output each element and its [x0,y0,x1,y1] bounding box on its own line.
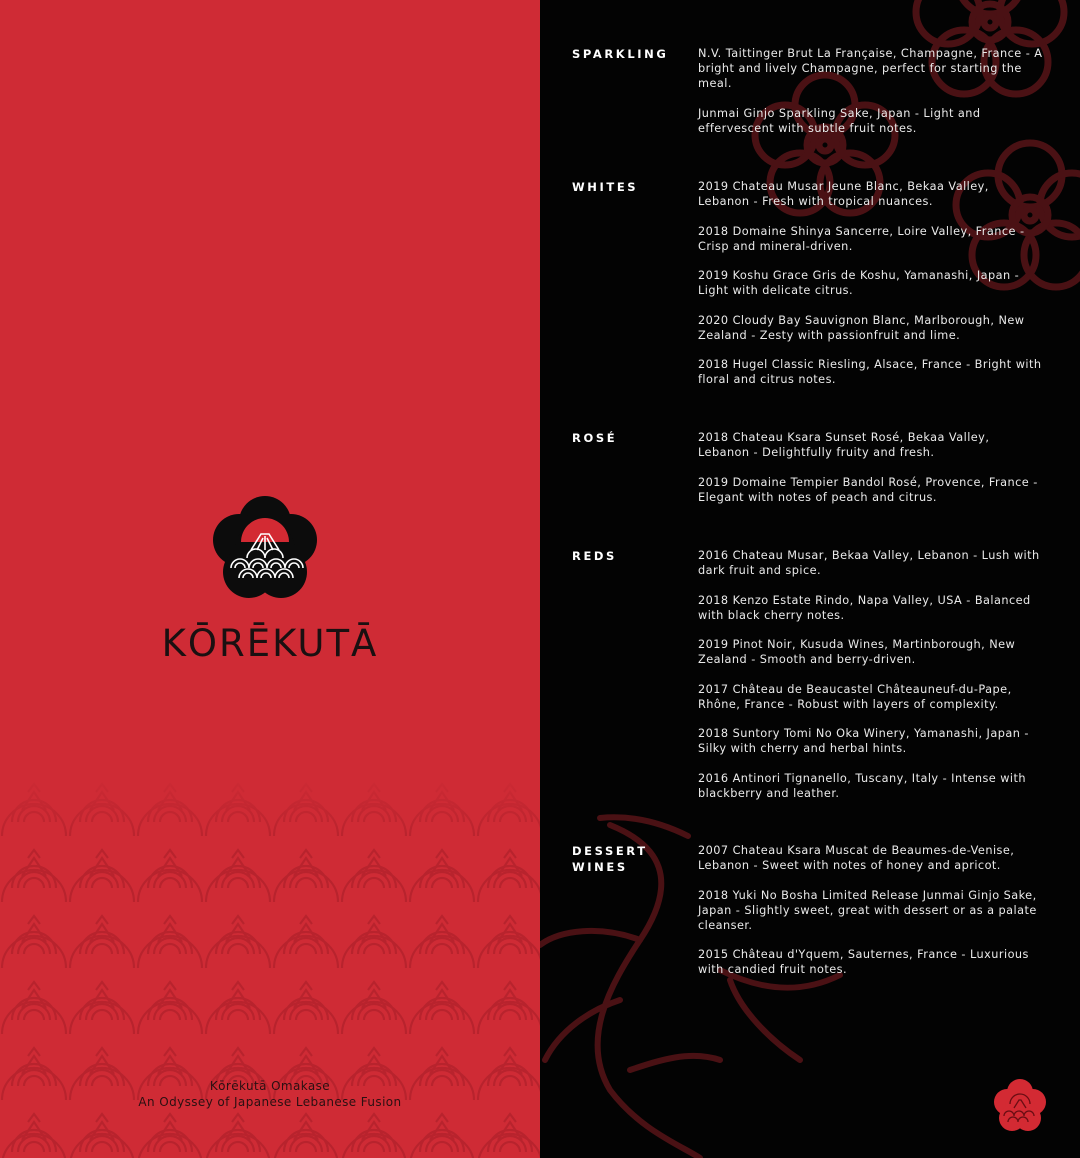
wine-entry: 2018 Suntory Tomi No Oka Winery, Yamanashi, Japan - Silky with cherry and herbal hints. [698,727,1029,755]
tagline [0,1078,540,1110]
wine-entry: 2017 Château de Beaucastel Châteauneuf-du-Pape, Rhône, France - Robust with layers of complexity. [698,682,1012,711]
wine-entry: N.V. Taittinger Brut La Française, Champagne, France - A bright and lively Champagne, perfect for starting the meal. [698,47,1043,90]
section-title: REDS [572,549,617,563]
wine-entry: 2018 Kenzo Estate Rindo, Napa Valley, USA - Balanced with black cherry notes. [698,593,1031,622]
brand-crest-icon [992,1078,1048,1134]
brand-name: KŌRĒKUTĀ [161,622,379,665]
wine-entries [698,179,1043,402]
section-title: SPARKLING [572,47,669,61]
brand-crest-icon [211,494,319,602]
wine-entry: 2019 Pinot Noir, Kusuda Wines, Martinborough, New Zealand - Smooth and berry-driven. [698,638,1016,666]
wine-list-panel [540,0,1080,1158]
section-title: WHITES [572,180,639,194]
wine-entry: 2007 Chateau Ksara Muscat de Beaumes-de-Venise, Lebanon - Sweet with notes of honey and apricot. [698,844,1015,872]
wine-entries [698,46,1043,150]
wine-entry: 2016 Chateau Musar, Bekaa Valley, Lebanon - Lush with dark fruit and spice. [698,549,1040,577]
wine-entry: 2018 Domaine Shinya Sancerre, Loire Valley, France - Crisp and mineral-driven. [698,224,1025,253]
wine-entry: 2019 Chateau Musar Jeune Blanc, Bekaa Valley, Lebanon - Fresh with tropical nuances. [698,180,989,208]
section-title: DESSERT WINES [572,844,648,874]
wine-entry: 2019 Koshu Grace Gris de Koshu, Yamanashi, Japan - Light with delicate citrus. [698,269,1020,297]
wine-entries [698,843,1043,992]
wine-entry: 2019 Domaine Tempier Bandol Rosé, Provence, France - Elegant with notes of peach and citrus. [698,475,1038,504]
section-title: ROSÉ [572,431,618,445]
tagline-subtitle: An Odyssey of Japanese Lebanese Fusion [138,1095,402,1109]
wine-entries [698,548,1043,815]
wine-entry: 2015 Château d'Yquem, Sauternes, France - Luxurious with candied fruit notes. [698,948,1029,976]
wine-entry: Junmai Ginjo Sparkling Sake, Japan - Light and effervescent with subtle fruit notes. [698,106,981,135]
wine-entries [698,430,1043,519]
wine-entry: 2018 Chateau Ksara Sunset Rosé, Bekaa Valley, Lebanon - Delightfully fruity and fresh. [698,431,990,459]
wine-entry: 2018 Hugel Classic Riesling, Alsace, France - Bright with floral and citrus notes. [698,358,1042,386]
wine-entry: 2016 Antinori Tignanello, Tuscany, Italy - Intense with blackberry and leather. [698,771,1027,800]
wine-entry: 2020 Cloudy Bay Sauvignon Blanc, Marlborough, New Zealand - Zesty with passionfruit and lime. [698,313,1025,342]
wine-entry: 2018 Yuki No Bosha Limited Release Junmai Ginjo Sake, Japan - Slightly sweet, great with dessert or as a palate cleanser. [698,888,1037,932]
tagline-title: Kōrēkutā Omakase [209,1079,331,1093]
